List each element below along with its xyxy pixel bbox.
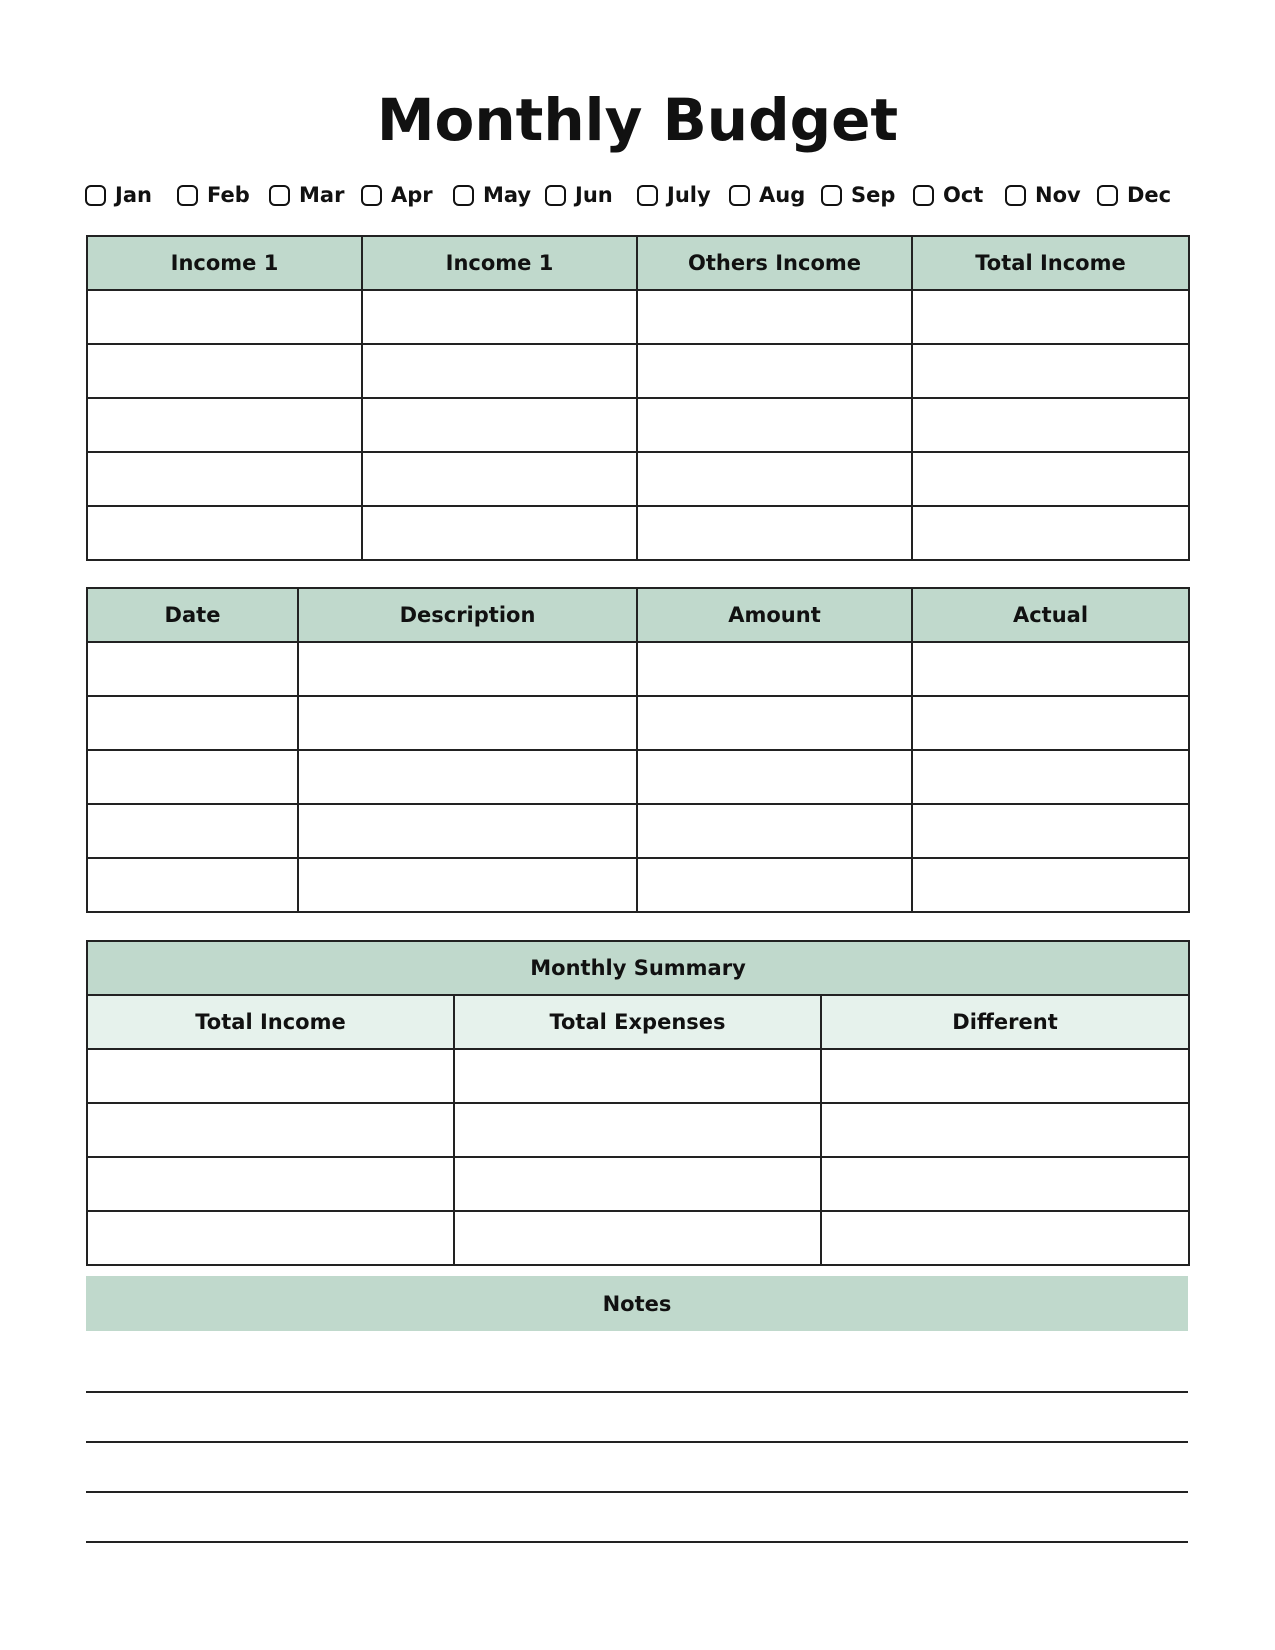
table-cell[interactable] — [87, 696, 298, 750]
table-cell[interactable] — [87, 750, 298, 804]
table-row — [87, 506, 1189, 560]
table-cell[interactable] — [298, 696, 637, 750]
table-row — [87, 290, 1189, 344]
month-option-july[interactable] — [637, 178, 711, 212]
month-label: Apr — [391, 183, 433, 207]
checkbox-icon[interactable] — [85, 185, 106, 206]
table-cell[interactable] — [821, 1157, 1189, 1211]
column-header-date: Date — [87, 588, 298, 642]
checkbox-icon[interactable] — [913, 185, 934, 206]
checkbox-icon[interactable] — [821, 185, 842, 206]
month-label: Jan — [115, 183, 152, 207]
table-header-row — [87, 588, 1189, 642]
checkbox-icon[interactable] — [269, 185, 290, 206]
table-cell[interactable] — [87, 398, 362, 452]
month-label: Oct — [943, 183, 984, 207]
month-option-may[interactable] — [453, 178, 531, 212]
checkbox-icon[interactable] — [1097, 185, 1118, 206]
column-header-total-expenses: Total Expenses — [454, 995, 821, 1049]
column-header-amount: Amount — [637, 588, 912, 642]
checkbox-icon[interactable] — [729, 185, 750, 206]
table-cell[interactable] — [637, 506, 912, 560]
table-cell[interactable] — [362, 398, 637, 452]
column-header-income-1: Income 1 — [87, 236, 362, 290]
month-option-oct[interactable] — [913, 178, 983, 212]
table-row — [87, 1157, 1189, 1211]
expense-table — [86, 587, 1190, 913]
table-cell[interactable] — [912, 642, 1189, 696]
table-cell[interactable] — [912, 804, 1189, 858]
table-row — [87, 804, 1189, 858]
month-label: Jun — [575, 183, 613, 207]
notes-header: Notes — [86, 1276, 1188, 1331]
month-option-sep[interactable] — [821, 178, 895, 212]
table-row — [87, 642, 1189, 696]
table-cell[interactable] — [912, 696, 1189, 750]
table-cell[interactable] — [362, 452, 637, 506]
table-cell[interactable] — [912, 750, 1189, 804]
month-label: Feb — [207, 183, 250, 207]
table-cell[interactable] — [454, 1211, 821, 1265]
column-header-total-income: Total Income — [912, 236, 1189, 290]
note-line[interactable] — [86, 1541, 1188, 1543]
summary-title: Monthly Summary — [87, 941, 1189, 995]
table-cell[interactable] — [87, 1211, 454, 1265]
month-option-feb[interactable] — [177, 178, 250, 212]
month-label: May — [483, 183, 532, 207]
column-header-income-2: Income 1 — [362, 236, 637, 290]
table-row — [87, 696, 1189, 750]
table-cell[interactable] — [362, 506, 637, 560]
table-cell[interactable] — [637, 344, 912, 398]
table-row — [87, 1049, 1189, 1103]
table-cell[interactable] — [87, 858, 298, 912]
table-cell[interactable] — [912, 452, 1189, 506]
table-row — [87, 750, 1189, 804]
table-cell[interactable] — [637, 750, 912, 804]
table-row — [87, 1211, 1189, 1265]
note-line[interactable] — [86, 1491, 1188, 1493]
checkbox-icon[interactable] — [545, 185, 566, 206]
table-cell[interactable] — [637, 398, 912, 452]
table-cell[interactable] — [637, 696, 912, 750]
checkbox-icon[interactable] — [177, 185, 198, 206]
table-cell[interactable] — [637, 290, 912, 344]
table-cell[interactable] — [87, 642, 298, 696]
table-cell[interactable] — [87, 1103, 454, 1157]
table-cell[interactable] — [637, 452, 912, 506]
monthly-summary-table — [86, 940, 1190, 1266]
table-cell[interactable] — [298, 858, 637, 912]
table-cell[interactable] — [87, 1157, 454, 1211]
month-label: Aug — [759, 183, 806, 207]
table-cell[interactable] — [637, 858, 912, 912]
column-header-actual: Actual — [912, 588, 1189, 642]
table-row — [87, 858, 1189, 912]
month-label: Sep — [851, 183, 896, 207]
checkbox-icon[interactable] — [453, 185, 474, 206]
checkbox-icon[interactable] — [1005, 185, 1026, 206]
month-option-nov[interactable] — [1005, 178, 1081, 212]
table-row — [87, 398, 1189, 452]
page-title: Monthly Budget — [376, 86, 899, 154]
table-cell[interactable] — [298, 750, 637, 804]
checkbox-icon[interactable] — [361, 185, 382, 206]
checkbox-icon[interactable] — [637, 185, 658, 206]
table-cell[interactable] — [912, 344, 1189, 398]
note-line[interactable] — [86, 1441, 1188, 1443]
table-header-row — [87, 995, 1189, 1049]
column-header-different: Different — [821, 995, 1189, 1049]
table-cell[interactable] — [87, 506, 362, 560]
note-line[interactable] — [86, 1391, 1188, 1393]
table-cell[interactable] — [454, 1157, 821, 1211]
table-cell[interactable] — [821, 1103, 1189, 1157]
month-label: Mar — [299, 183, 345, 207]
table-cell[interactable] — [912, 858, 1189, 912]
table-header-row — [87, 236, 1189, 290]
table-cell[interactable] — [454, 1103, 821, 1157]
column-header-total-income: Total Income — [87, 995, 454, 1049]
table-cell[interactable] — [87, 290, 362, 344]
month-option-mar[interactable] — [269, 178, 344, 212]
table-cell[interactable] — [298, 642, 637, 696]
table-row — [87, 452, 1189, 506]
column-header-description: Description — [298, 588, 637, 642]
month-label: July — [667, 183, 711, 207]
table-cell[interactable] — [912, 398, 1189, 452]
table-cell[interactable] — [912, 290, 1189, 344]
table-cell[interactable] — [454, 1049, 821, 1103]
table-cell[interactable] — [87, 452, 362, 506]
table-cell[interactable] — [298, 804, 637, 858]
table-row — [87, 344, 1189, 398]
month-option-aug[interactable] — [729, 178, 805, 212]
table-cell[interactable] — [362, 290, 637, 344]
table-cell[interactable] — [87, 344, 362, 398]
table-cell[interactable] — [87, 804, 298, 858]
table-cell[interactable] — [362, 344, 637, 398]
month-label: Nov — [1035, 183, 1081, 207]
table-cell[interactable] — [87, 1049, 454, 1103]
month-option-dec[interactable] — [1097, 178, 1171, 212]
table-cell[interactable] — [637, 804, 912, 858]
column-header-others-income: Others Income — [637, 236, 912, 290]
table-title-row — [87, 941, 1189, 995]
month-option-jan[interactable] — [85, 178, 152, 212]
table-row — [87, 1103, 1189, 1157]
month-label: Dec — [1127, 183, 1172, 207]
table-cell[interactable] — [637, 642, 912, 696]
table-cell[interactable] — [912, 506, 1189, 560]
month-selector — [85, 178, 1185, 212]
table-cell[interactable] — [821, 1211, 1189, 1265]
month-option-jun[interactable] — [545, 178, 613, 212]
table-cell[interactable] — [821, 1049, 1189, 1103]
income-table — [86, 235, 1190, 561]
month-option-apr[interactable] — [361, 178, 433, 212]
